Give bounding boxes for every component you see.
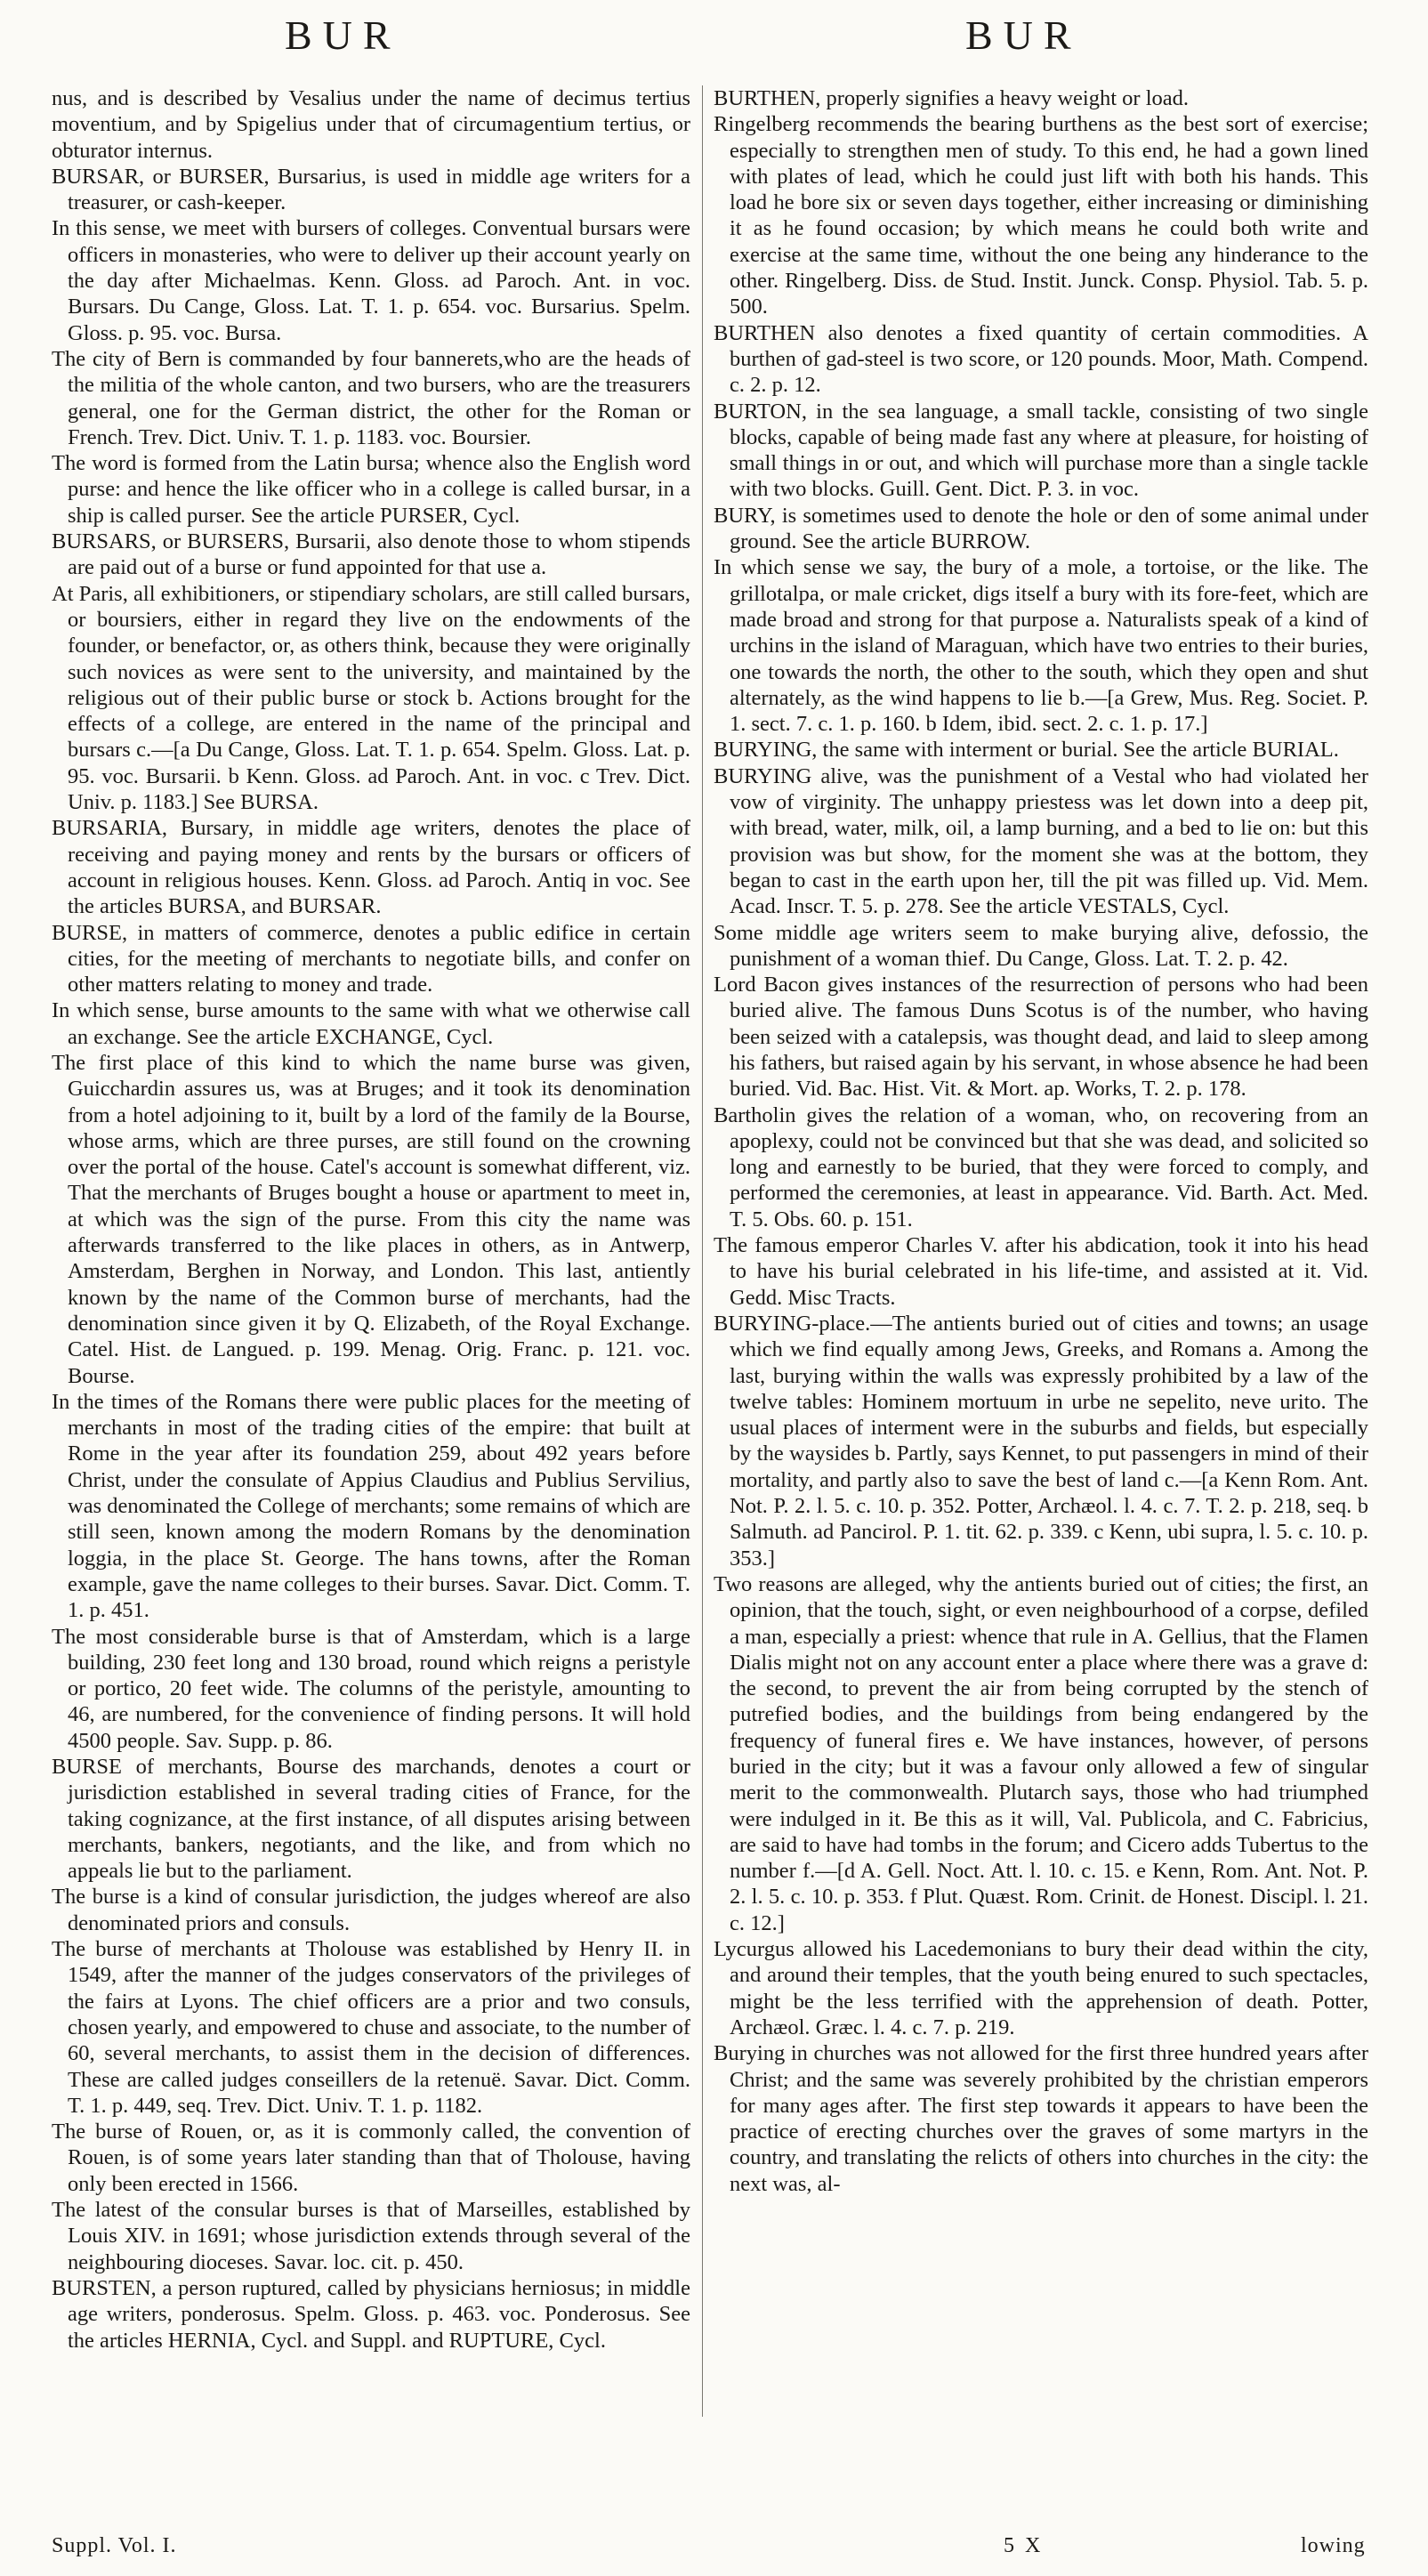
catchword: lowing [1301,2534,1366,2557]
entry-paragraph: Lycurgus allowed his Lacedemonians to bury their dead within the city, and around their temples, that the youth being enured to such spectacles, might be the less terrified with the apprehension of death. Potter, Archæol. Græc. l. 4. c. 7. p. 219. [714,1937,1368,2039]
entry-paragraph: BURYING alive, was the punishment of a Vestal who had violated her vow of virginity. The unhappy priestess was let down into a deep pit, with bread, water, milk, oil, a lamp burning, and a bed to lie on: but this provision was but show, for the moment she was at the bottom, they began to cast in the earth upon her, till the pit was filled up. Vid. Mem. Acad. Inscr. T. 5. p. 278. See the article VESTALS, Cycl. [714,763,1368,919]
entry-paragraph: BURSARS, or BURSERS, Bursarii, also denote those to whom stipends are paid out of a burse or fund appointed for that use a. [52,529,690,580]
entry-paragraph: BURSAR, or BURSER, Bursarius, is used in middle age writers for a treasurer, or cash-keeper. [52,164,690,215]
entry-paragraph: The word is formed from the Latin bursa; whence also the English word purse: and hence the like officer who in a college is called bursar, in a ship is called purser. See the article PURSER, Cycl. [52,451,690,528]
entry-paragraph: The burse of Rouen, or, as it is commonly called, the convention of Rouen, is of some years later standing than that of Tholouse, having only been erected in 1566. [52,2120,690,2196]
entry-paragraph: The most considerable burse is that of Amsterdam, which is a large building, 230 feet long and 130 broad, round which reigns a peristyle or portico, 20 feet wide. The columns of the peristyle, amounting to 46, are numbered, for the convenience of finding persons. It will hold 4500 people. Sav. Supp. p. 86. [52,1624,690,1753]
entry-paragraph: The first place of this kind to which the name burse was given, Guicchardin assures us, was at Bruges; and it took its denomination from a hotel adjoining to it, built by a lord of the family de la Bourse, whose arms, which are three purses, are still found on the crowning over the portal of the house. Catel's account is somewhat different, viz. That the merchants of Bruges bought a house or apartment to meet in, at which was the sign of the purse. From this city the name was afterwards transferred to the like places in others, as in Antwerp, Amsterdam, Berghen in Norway, and London. This last, antiently known by the name of the Common burse of merchants, had the denomination since given it by Q. Elizabeth, of the Royal Exchange. Catel. Hist. de Langued. p. 199. Menag. Orig. Franc. p. 121. voc. Bourse. [52,1050,690,1388]
entry-paragraph: Some middle age writers seem to make burying alive, defossio, the punishment of a woman thief. Du Cange, Gloss. Lat. T. 2. p. 42. [714,920,1368,971]
right-column [714,85,1368,2371]
running-head-right: BUR [965,12,1082,58]
column-rule [702,85,703,2417]
entry-paragraph: The burse is a kind of consular jurisdiction, the judges whereof are also denominated priors and consuls. [52,1885,690,1935]
entry-paragraph: nus, and is described by Vesalius under the name of decimus tertius moventium, and by Spigelius under that of circumagentium tertius, or obturator internus. [52,86,690,163]
entry-paragraph: In which sense we say, the bury of a mole, a tortoise, or the like. The grillotalpa, or male cricket, digs itself a bury with its fore-feet, which are made broad and strong for that purpose a. Naturalists speak of a kind of urchins in the island of Maraguan, which have two entries to their buries, one towards the north, the other to the south, which they open and shut alternately, as the wind happens to lie b.—[a Grew, Mus. Reg. Societ. P. 1. sect. 7. c. 1. p. 160. b Idem, ibid. sect. 2. c. 1. p. 17.] [714,555,1368,737]
entry-paragraph: BURYING, the same with interment or burial. See the article BURIAL. [714,738,1339,763]
entry-paragraph: BURSE, in matters of commerce, denotes a public edifice in certain cities, for the meeting of merchants to negotiate bills, and confer on other matters relating to money and trade. [52,920,690,997]
entry-paragraph: Burying in churches was not allowed for the first three hundred years after Christ; and the same was severely prohibited by the christian emperors for many ages after. The first step towards it appears to have been the practice of erecting churches over the graves of some martyrs in the country, and translating the relicts of others into churches in the city: the next was, al- [714,2041,1368,2196]
entry-paragraph: Ringelberg recommends the bearing burthens as the best sort of exercise; especially to strengthen men of study. To this end, he had a gown lined with plates of lead, which he could just lift with both his hands. This load he bore six or seven days together, either increasing or diminishing it as he found occasion; by which means he could both write and exercise at the same time, without the one being any hinderance to the other. Ringelberg. Diss. de Stud. Instit. Junck. Consp. Physiol. Tab. 5. p. 500. [714,112,1368,319]
entry-paragraph: In this sense, we meet with bursers of colleges. Conventual bursars were officers in monasteries, who were to deliver up their account yearly on the day after Michaelmas. Kenn. Gloss. ad Paroch. Ant. in voc. Bursars. Du Cange, Gloss. Lat. T. 1. p. 654. voc. Bursarius. Spelm. Gloss. p. 95. voc. Bursa. [52,216,690,345]
entry-paragraph: BURSARIA, Bursary, in middle age writers, denotes the place of receiving and paying money and rents by the bursars or officers of account in religious houses. Kenn. Gloss. ad Paroch. Antiq in voc. See the articles BURSA, and BURSAR. [52,816,690,919]
entry-paragraph: In which sense, burse amounts to the same with what we otherwise call an exchange. See the article EXCHANGE, Cycl. [52,998,690,1049]
entry-paragraph: In the times of the Romans there were public places for the meeting of merchants in most of the trading cities of the empire: that built at Rome in the year after its foundation 259, about 492 years before Christ, under the consulate of Appius Claudius and Publius Servilius, was denominated the College of merchants; some remains of which are still seen, known among the modern Romans by the denomination loggia, in the place St. George. The hans towns, after the Roman example, gave the name colleges to their burses. Savar. Dict. Comm. T. 1. p. 451. [52,1389,690,1623]
entry-paragraph: BURYING-place.—The antients buried out of cities and towns; an usage which we find equally among Jews, Greeks, and Romans a. Among the last, burying within the walls was expressly prohibited by a law of the twelve tables: Hominem mortuum in urbe ne sepelito, neve urito. The usual places of interment were in the suburbs and fields, but especially by the waysides b. Partly, says Kennet, to put passengers in mind of their mortality, and partly also to save the best of land c.—[a Kenn Rom. Ant. Not. P. 2. l. 5. c. 10. p. 352. Potter, Archæol. l. 4. c. 7. T. 2. p. 218, seq. b Salmuth. ad Pancirol. P. 1. tit. 62. p. 339. c Kenn, ubi supra, l. 5. c. 10. p. 353.] [714,1311,1368,1571]
entry-paragraph: The city of Bern is commanded by four bannerets,who are the heads of the militia of the whole canton, and two bursers, who are the treasurers general, one for the German district, the other for the Roman or French. Trev. Dict. Univ. T. 1. p. 1183. voc. Boursier. [52,346,690,449]
volume-signature: Suppl. Vol. I. [52,2534,177,2557]
entry-paragraph: BURSE of merchants, Bourse des marchands, denotes a court or jurisdiction established in several trading cities of France, for the taking cognizance, at the first instance, of all disputes arising between merchants, bankers, negotiants, and the like, and from which no appeals lie but to the parliament. [52,1755,690,1884]
entry-paragraph: BURTON, in the sea language, a small tackle, consisting of two single blocks, capable of being made fast any where at pleasure, for hoisting of small things in or out, and which will purchase more than a single tackle with two blocks. Guill. Gent. Dict. P. 3. in voc. [714,399,1368,502]
entry-paragraph: Two reasons are alleged, why the antients buried out of cities; the first, an opinion, that the touch, sight, or even neighbourhood of a corpse, defiled a man, especially a priest: whence that rule in A. Gellius, that the Flamen Dialis might not on any account enter a place where there was a grave d: the second, to prevent the air from being corrupted by the stench of putrefied bodies, and the buildings from being endangered by the frequency of funeral fires e. We have instances, however, of persons buried in the city; but it was a favour only allowed a few of singular merit to the commonwealth. Plutarch says, those who had triumphed were indulged in it. Be this as it will, Val. Publicola, and C. Fabricius, are said to have had tombs in the forum; and Cicero adds Tubertus to the number f.—[d A. Gell. Noct. Att. l. 10. c. 15. e Kenn, Rom. Ant. Not. P. 2. l. 5. c. 10. p. 353. f Plut. Quæst. Rom. Crinit. de Honest. Discipl. l. 21. c. 12.] [714,1571,1368,1935]
running-head-left: BUR [285,12,401,58]
sheet-signature: 5 X [1004,2534,1044,2557]
entry-paragraph: The burse of merchants at Tholouse was established by Henry II. in 1549, after the manner of the judges conservators of the privileges of the fairs at Lyons. The chief officers are a prior and two consuls, chosen yearly, and empowered to chuse and associate, to the number of 60, several merchants, to assist them in the decision of differences. These are called judges conseillers de la retenuë. Savar. Dict. Comm. T. 1. p. 449, seq. Trev. Dict. Univ. T. 1. p. 1182. [52,1937,690,2118]
entry-paragraph: The latest of the consular burses is that of Marseilles, established by Louis XIV. in 1691; whose jurisdiction extends through several of the neighbouring dioceses. Savar. loc. cit. p. 450. [52,2198,690,2274]
entry-paragraph: At Paris, all exhibitioners, or stipendiary scholars, are still called bursars, or boursiers, either in regard they live on the endowments of the founder, or benefactor, or, as others think, because they were originally such novices as were sent to the university, and maintained by the religious out of their public burse or stock b. Actions brought for the effects of a college, are entered in the name of the principal and bursars c.—[a Du Cange, Gloss. Lat. T. 1. p. 654. Spelm. Gloss. Lat. p. 95. voc. Bursarii. b Kenn. Gloss. ad Paroch. Ant. in voc. c Trev. Dict. Univ. p. 1183.] See BURSA. [52,581,690,815]
entry-paragraph: Bartholin gives the relation of a woman, who, on recovering from an apoplexy, could not be convinced but that she was dead, and solicited so long and earnestly to be buried, that they were forced to comply, and performed the ceremonies, at least in appearance. Vid. Barth. Act. Med. T. 5. Obs. 60. p. 151. [714,1102,1368,1231]
left-column [52,85,690,2371]
entry-paragraph: BURSTEN, a person ruptured, called by physicians herniosus; in middle age writers, ponderosus. Spelm. Gloss. p. 463. voc. Ponderosus. See the articles HERNIA, Cycl. and Suppl. and RUPTURE, Cycl. [52,2275,690,2353]
entry-paragraph: Lord Bacon gives instances of the resurrection of persons who had been buried alive. The famous Duns Scotus is of the number, who having been seized with a catalepsis, was thought dead, and laid to sleep among his fathers, but raised again by his servant, in whose absence he had been buried. Vid. Bac. Hist. Vit. & Mort. ap. Works, T. 2. p. 178. [714,973,1368,1102]
entry-paragraph: BURY, is sometimes used to denote the hole or den of some animal under ground. See the article BURROW. [714,503,1368,554]
entry-paragraph: The famous emperor Charles V. after his abdication, took it into his head to have his burial celebrated in his life-time, and assisted at it. Vid. Gedd. Misc Tracts. [714,1233,1368,1310]
entry-paragraph: BURTHEN, properly signifies a heavy weight or load. [714,86,1190,110]
entry-paragraph: BURTHEN also denotes a fixed quantity of certain commodities. A burthen of gad-steel is two score, or 120 pounds. Moor, Math. Compend. c. 2. p. 12. [714,320,1368,398]
